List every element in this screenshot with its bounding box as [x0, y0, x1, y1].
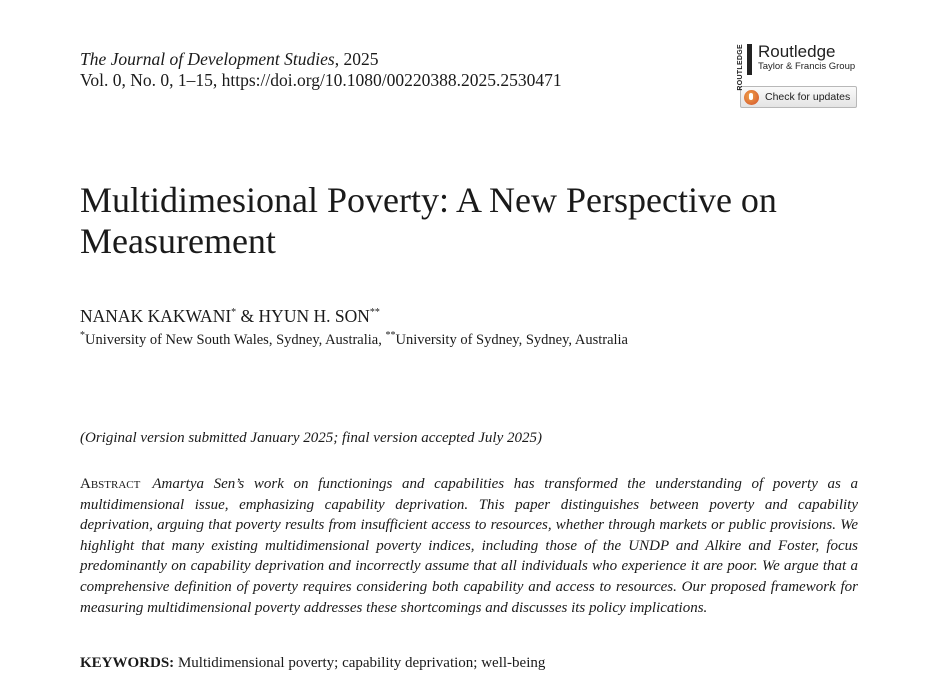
journal-line	[80, 49, 562, 70]
author-line	[80, 306, 380, 327]
logo-bar	[747, 44, 752, 75]
journal-name: The Journal of Development Studies	[80, 49, 335, 69]
affiliation-mark: *	[80, 330, 85, 342]
routledge-logo[interactable]	[736, 42, 861, 91]
keywords-text: Multidimensional poverty; capability deprivation; well-being	[177, 655, 546, 671]
affiliation-text: University of Sydney, Sydney, Australia	[395, 332, 628, 348]
logo-text	[758, 42, 855, 72]
journal-citation: Vol. 0, No. 0, 1–15, https://doi.org/10.1080/00220388.2025.2530471	[80, 70, 562, 90]
author-name: HYUN H. SON	[258, 306, 370, 326]
author-mark: **	[369, 307, 380, 319]
abstract-label: Abstract	[80, 476, 141, 492]
abstract-text: Amartya Sen’s work on functionings and capabilities has transformed the understanding of poverty as a multidimensional issue, emphasizing capability deprivation. This paper distinguishes between poverty and capability deprivation, arguing that poverty results from insufficient access to resources, whether through markets or public provisions. We highlight that many existing multidimensional poverty indices, including those of the UNDP and Alkire and Foster, focus predominantly on capability deprivation and incorrectly assume that all individuals who experience it are poor. We argue that a comprehensive definition of poverty requires considering both capability and access to resources. Our proposed framework for measuring multidimensional poverty addresses these shortcomings and discusses its policy implications.	[80, 476, 858, 616]
journal-header	[80, 49, 562, 91]
abstract	[80, 474, 858, 618]
author-mark: *	[231, 307, 237, 319]
article-title: Multidimesional Poverty: A New Perspective on Measurement	[80, 180, 777, 261]
publisher-block	[736, 42, 861, 108]
logo-vertical-text: ROUTLEDGE	[737, 44, 744, 91]
author-separator: &	[236, 306, 259, 326]
keywords-label: KEYWORDS:	[80, 655, 175, 671]
affiliation-text: University of New South Wales, Sydney, Australia,	[85, 332, 386, 348]
routledge-logo-icon	[736, 42, 754, 91]
check-updates-label: Check for updates	[765, 91, 851, 103]
check-updates-icon	[744, 90, 759, 105]
submission-history: (Original version submitted January 2025; final version accepted July 2025)	[80, 430, 542, 446]
affiliation-line	[80, 331, 628, 349]
journal-year: , 2025	[334, 49, 379, 69]
publisher-group: Taylor & Francis Group	[758, 61, 856, 72]
check-for-updates-button[interactable]	[740, 86, 857, 108]
author-name: NANAK KAKWANI	[80, 306, 232, 326]
publisher-name: Routledge	[758, 42, 836, 61]
keywords	[80, 655, 545, 672]
affiliation-mark: **	[385, 330, 396, 342]
